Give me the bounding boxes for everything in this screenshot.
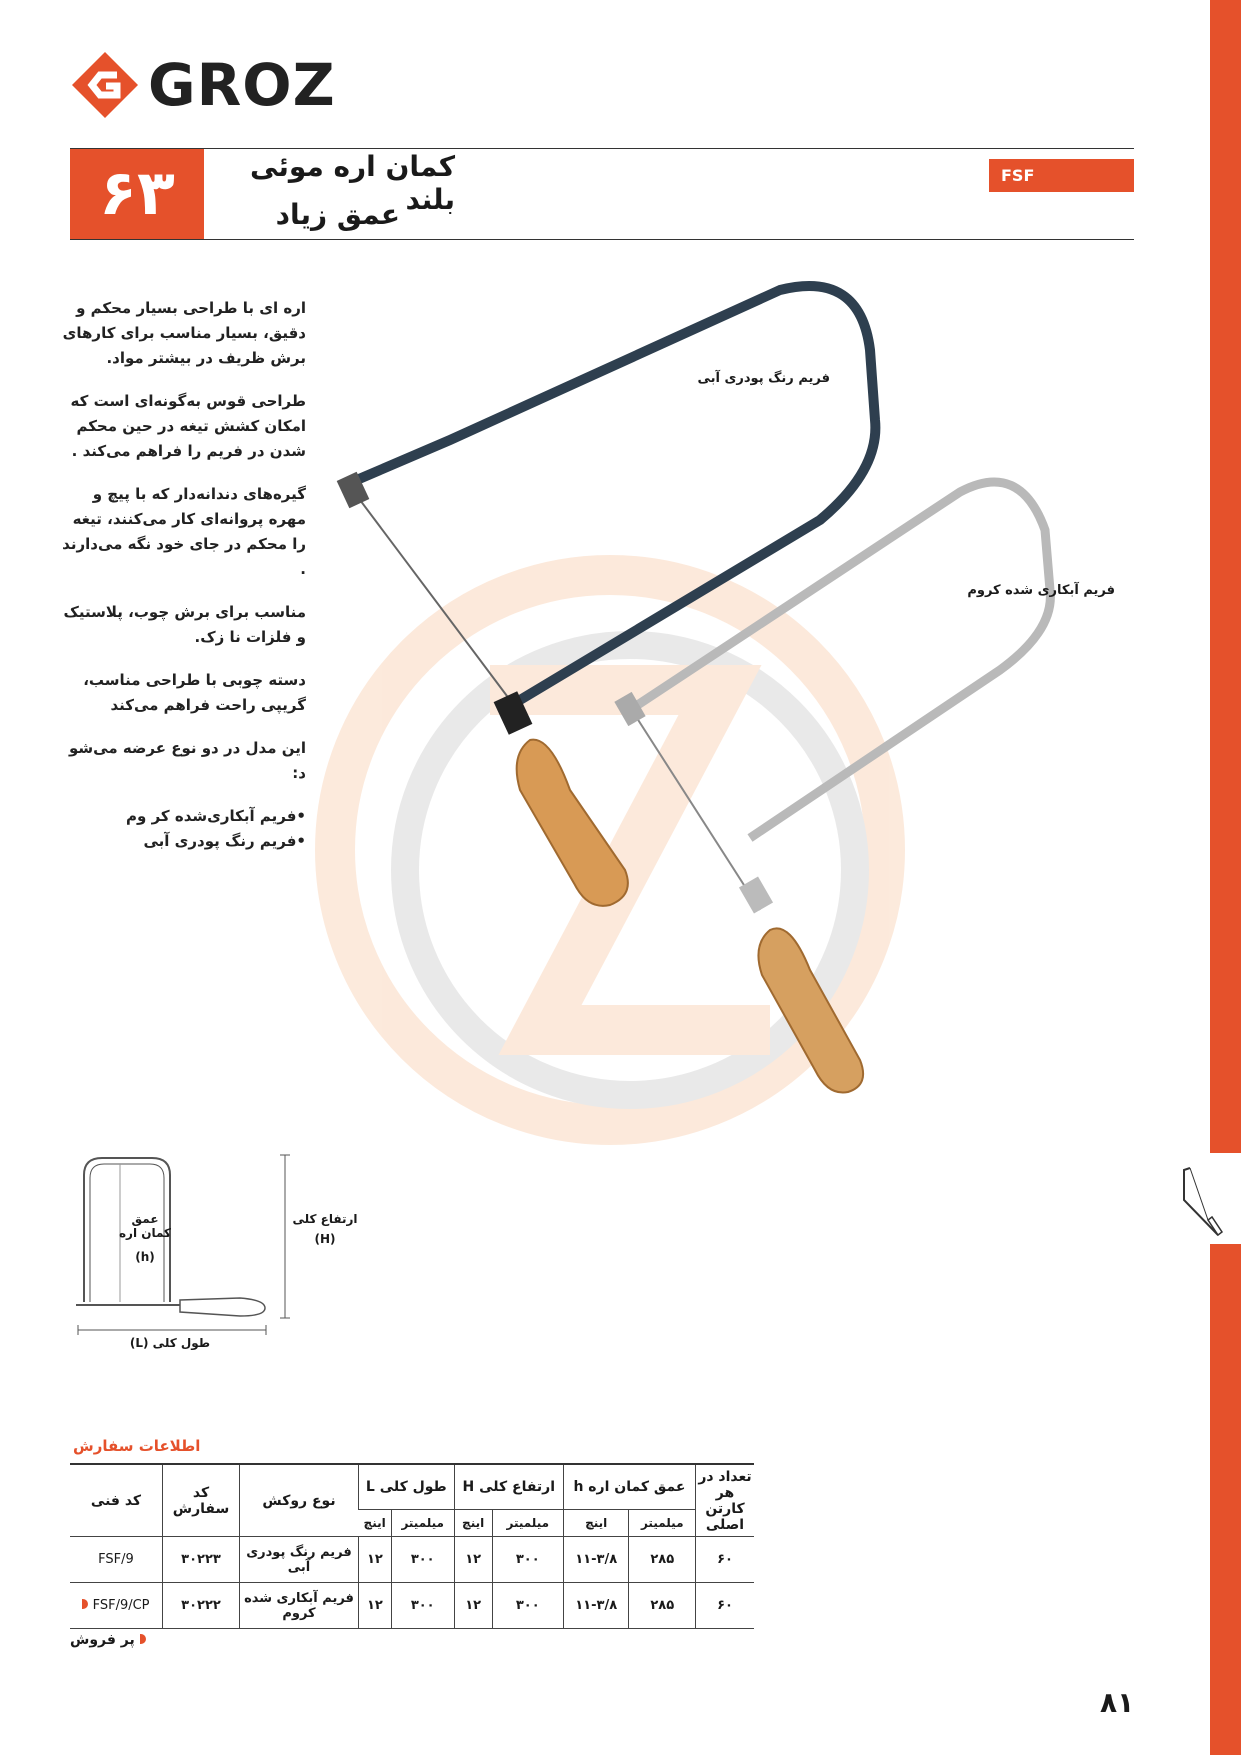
cell-depth-in: ۱۱-۳/۸ [563,1537,629,1583]
header-rule-top [70,148,1134,149]
best-seller-label: پر فروش [70,1632,135,1648]
page-number: ۸۱ [1100,1686,1135,1719]
caption-chrome-frame: فریم آبکاری شده کروم [967,583,1115,598]
col-coating: نوع روکش [240,1464,359,1537]
cell-length-mm: ۳۰۰ [391,1537,454,1583]
variant-bullet: •فریم رنگ پودری آبی [143,832,306,850]
col-height-in: اینچ [454,1510,492,1537]
feature-text: گیره‌های دندانه‌دار که با پیچ و مهره پروانه‌ای کار می‌کنند، تیغه را محکم در جای خود نگه می‌دارند . [62,485,306,578]
cell-tech-code: FSF/9 [70,1537,163,1583]
cell-height-in: ۱۲ [454,1583,492,1629]
height-label: ارتفاع کلی [292,1212,358,1226]
section-number: ۶۳ [70,149,204,239]
order-table [70,1463,754,1629]
cell-length-in: ۱۲ [359,1583,392,1629]
side-accent-bar-lower [1210,1244,1241,1755]
dimension-diagram [70,1150,370,1360]
cell-length-mm: ۳۰۰ [391,1583,454,1629]
table-row [70,1537,754,1583]
cell-height-in: ۱۲ [454,1537,492,1583]
cell-height-mm: ۳۰۰ [492,1583,563,1629]
col-depth: عمق کمان اره h [563,1464,695,1510]
product-code-tag: FSF [989,159,1134,192]
depth-symbol: (h) [135,1250,155,1264]
cell-depth-mm: ۲۸۵ [629,1537,696,1583]
col-order-code: کد سفارش [163,1464,240,1537]
feature-text: دسته چوبی با طراحی مناسب، گریپی راحت فراهم می‌کند [83,671,306,714]
cell-depth-in: ۱۱-۳/۸ [563,1583,629,1629]
depth-label: عمق کمان اره [118,1212,172,1240]
cell-tech-code [70,1583,163,1629]
side-accent-bar [1210,0,1241,1153]
col-tech-code: کد فنی [70,1464,163,1537]
col-length-mm: میلمیتر [391,1510,454,1537]
variant-bullet: •فریم آبکاری‌شده کر وم [126,807,306,825]
col-height: ارتفاع کلی H [454,1464,563,1510]
col-qty: تعداد در هر کارتن اصلی [696,1464,755,1537]
cell-coating: فریم رنگ پودری آبی [240,1537,359,1583]
brand-logo [70,50,380,120]
height-symbol: (H) [314,1232,336,1246]
brand-name: GROZ [148,51,336,119]
cell-order-code: ۳۰۲۲۲ [163,1583,240,1629]
header-rule-bottom [70,239,1134,240]
feature-text: اره ای با طراحی بسیار محکم و دقیق، بسیار مناسب برای کارهای برش ظریف در بیشتر مواد. [62,299,306,367]
feature-text: مناسب برای برش چوب، پلاستیک و فلزات نا زک. [63,603,306,646]
feature-list [60,296,306,854]
caption-blue-frame: فریم رنگ پودری آبی [697,371,830,386]
coping-saw-icon [1178,1160,1238,1240]
cell-length-in: ۱۲ [359,1537,392,1583]
col-depth-mm: میلمیتر [629,1510,696,1537]
col-length-in: اینچ [359,1510,392,1537]
page-title: کمان اره موئی بلند [250,150,455,216]
feature-text: این مدل در دو نوع عرضه می‌شو د: [69,739,306,782]
col-height-mm: میلمیتر [492,1510,563,1537]
groz-diamond-icon [70,50,140,120]
length-label: طول کلی (L) [129,1336,211,1350]
order-info-title: اطلاعات سفارش [73,1437,201,1455]
cell-qty: ۶۰ [696,1583,755,1629]
cell-height-mm: ۳۰۰ [492,1537,563,1583]
cell-order-code: ۳۰۲۲۳ [163,1537,240,1583]
best-seller-marker-icon [140,1634,146,1644]
best-seller-legend [70,1632,146,1648]
cell-tech-code-text: FSF/9/CP [92,1598,150,1613]
best-seller-marker-icon [82,1599,88,1609]
cell-qty: ۶۰ [696,1537,755,1583]
page-subtitle: عمق زیاد [275,198,400,231]
cell-coating: فریم آبکاری شده کروم [240,1583,359,1629]
product-image [300,270,1200,1170]
cell-depth-mm: ۲۸۵ [629,1583,696,1629]
table-row [70,1583,754,1629]
feature-text: طراحی قوس به‌گونه‌ای است که امکان کشش تیغه در حین محکم شدن در فریم را فراهم می‌کند . [70,392,306,460]
col-depth-in: اینچ [563,1510,629,1537]
col-length: طول کلی L [359,1464,455,1510]
table-header-row [70,1464,754,1510]
